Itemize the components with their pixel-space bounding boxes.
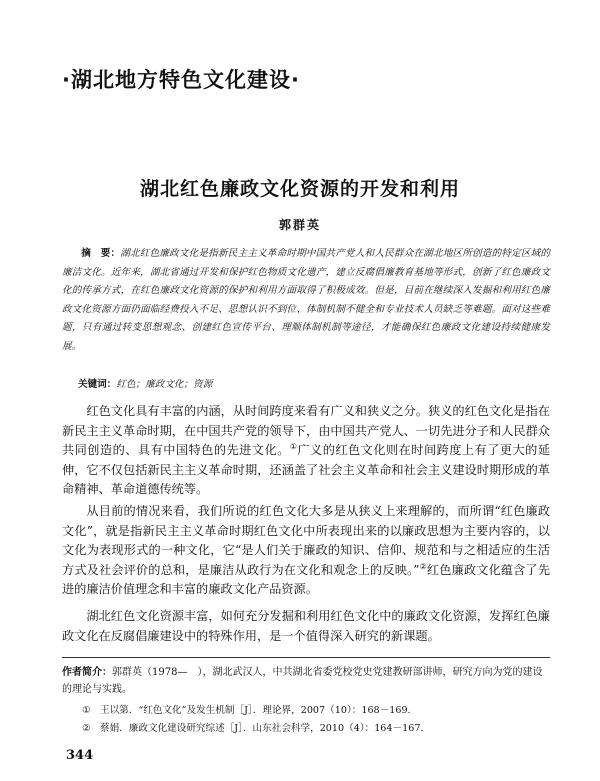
abstract-label: 摘 要： — [81, 248, 121, 259]
footnote-ref-2[interactable]: ② — [419, 561, 427, 571]
footnote-1-mark: ① — [82, 705, 91, 716]
article-author: 郭群英 — [278, 218, 321, 232]
abstract — [62, 245, 550, 357]
author-intro-label: 作者简介： — [62, 667, 112, 678]
abstract-text: 湖北红色廉政文化是指新民主主义革命时期中国共产党人和人民群众在湖北地区所创造的特定区域的廉洁文化。近年来，湖北省通过开发和保护红色物质文化遗产，建立反腐倡廉教育基地等形式，创新了红色廉政文化的传承方式，在红色廉政文化资源的保护和利用方面取得了积极成效。但是，目前在继续深入发掘和利用红色廉政文化资源方面仍面临经费投入不足、思想认识不到位、体制机制不健全和专业技术人员缺乏等难题。面对这些难题，只有通过转变思想观念、创建红色宣传平台、理顺体制机制等途径，才能确保红色廉政文化建设持续健康发展。 — [62, 248, 551, 352]
body-paragraph-1-tail: 广义的红色文化则在时间跨度上有了更大的延伸，它不仅包括新民主主义革命时期，还涵盖了社会主义革命和社会主义建设时期形成的革命精神、革命道德传统等。 — [62, 443, 551, 496]
body-paragraph-1 — [62, 402, 550, 500]
footnote-2-mark: ② — [82, 723, 91, 734]
section-title: ·湖北地方特色文化建设· — [62, 68, 300, 92]
body-paragraph-2 — [62, 502, 550, 600]
footnote-ref-1[interactable]: ① — [289, 441, 298, 451]
keywords-label: 关键词： — [78, 379, 117, 390]
body-paragraph-2-text: 从目前的情况来看，我们所说的红色文化大多是从狭义上来理解的，而所谓“红色廉政文化”，就是指新民主主义革命时期红色文化中所表现出来的以廉政思想为主要内容的，以文化为表现形式的一种文化，它“是人们关于廉政的知识、信仰、规范和与之相适应的生活方式及社会评价的总和，是廉洁从政行为在文化和观念上的反映。” — [62, 504, 550, 577]
footnote-2-text: 蔡娟．廉政文化建设研究综述［J］．山东社会科学，2010（4）：164－167. — [100, 723, 424, 734]
keywords — [78, 376, 212, 390]
footnote-2 — [82, 722, 552, 736]
body-paragraph-1-text: 红色文化具有丰富的内涵，从时间跨度来看有广义和狭义之分。狭义的红色文化是指在新民主主义革命时期，在中国共产党的领导下，由中国共产党人、一切先进分子和人民群众共同创造的、具有中国特色的先进文化。 — [62, 404, 550, 457]
footnote-divider — [62, 657, 550, 658]
article-title: 湖北红色廉政文化资源的开发和利用 — [139, 178, 460, 200]
body-paragraph-2-tail: 红色廉政文化蕴含了先进的廉洁价值理念和丰富的廉政文化产品资源。 — [62, 562, 551, 596]
author-intro — [62, 664, 550, 698]
author-intro-text: 郭群英（1978— ），湖北武汉人，中共湖北省委党校党史党建教研部讲师，研究方向为党的建设的理论与实践。 — [62, 667, 543, 695]
footnote-1 — [82, 704, 552, 718]
page-number: 344 — [66, 748, 94, 763]
body-paragraph-3: 湖北红色文化资源丰富，如何充分发掘和利用红色文化中的廉政文化资源，发挥红色廉政文化在反腐倡廉建设中的特殊作用，是一个值得深入研究的新课题。 — [62, 609, 550, 643]
keywords-text: 红色；廉政文化；资源 — [116, 379, 213, 390]
footnote-1-text: 王以第．“红色文化”及发生机制［J］．理论界，2007（10）：168－169. — [100, 705, 411, 716]
